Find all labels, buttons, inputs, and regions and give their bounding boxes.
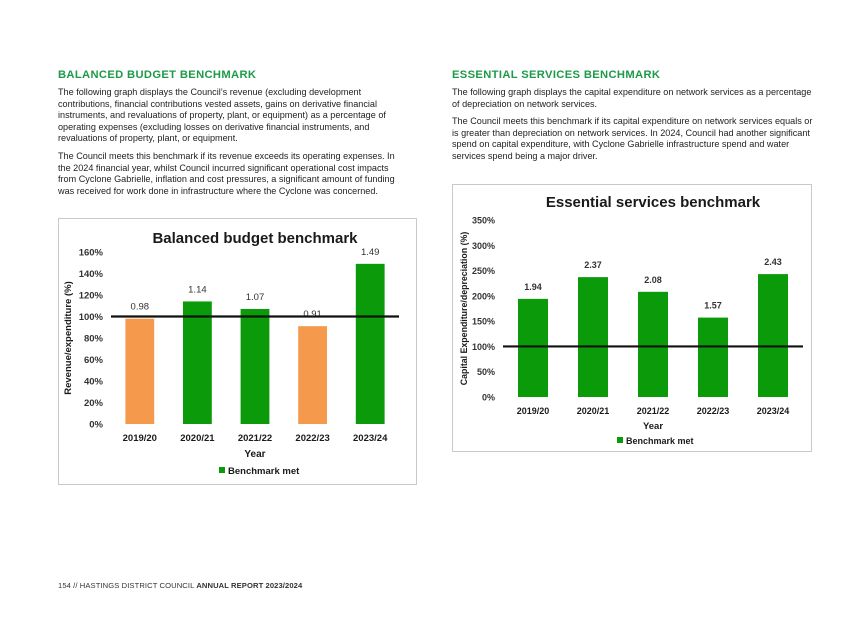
y-axis-label: Revenue/expenditure (%) xyxy=(63,281,74,395)
legend-swatch-benchmark-met xyxy=(219,467,225,473)
y-tick-label: 0% xyxy=(481,392,495,403)
x-tick-label: 2023/24 xyxy=(353,433,388,444)
y-tick-label: 120% xyxy=(78,290,103,302)
y-tick-label: 160% xyxy=(78,247,103,259)
x-tick-label: 2019/20 xyxy=(122,433,157,444)
essential-services-chart-svg xyxy=(453,185,811,451)
balanced-budget-section xyxy=(58,68,403,203)
y-tick-label: 40% xyxy=(83,376,103,388)
essential-services-section xyxy=(452,68,817,169)
bar-2021-22 xyxy=(638,292,668,397)
y-tick-label: 150% xyxy=(471,316,495,327)
x-tick-label: 2021/22 xyxy=(237,433,273,444)
data-label: 0.91 xyxy=(303,309,322,321)
bar-2019-20 xyxy=(518,299,548,397)
bar-2022-23 xyxy=(698,318,728,397)
essential-services-description: The following graph displays the capital expenditure on network services as a percentage of depreciation on network services. xyxy=(452,87,812,109)
x-tick-label: 2020/21 xyxy=(576,406,610,416)
data-label: 1.49 xyxy=(360,246,380,258)
bar-2020-21 xyxy=(183,301,212,424)
y-tick-label: 20% xyxy=(83,398,103,409)
balanced-budget-description: The following graph displays the Council’s revenue (excluding development contributions, financial contributions vested assets, gains on derivative financial instruments, and revaluations of property, plant, or equipment) as a percentage of operating expenses (excluding losses on derivative financial instruments, and revaluations of property, plant, or equipment. xyxy=(58,87,386,144)
x-tick-label: 2019/20 xyxy=(516,406,550,416)
y-tick-label: 0% xyxy=(89,419,103,431)
footer-report-title: ANNUAL REPORT 2023/2024 xyxy=(196,581,303,590)
bar-2021-22 xyxy=(241,309,270,424)
y-tick-label: 300% xyxy=(471,240,495,251)
y-tick-label: 200% xyxy=(471,291,495,302)
y-axis-label: Capital Expenditure/depreciation (%) xyxy=(459,231,469,386)
y-tick-label: 60% xyxy=(83,355,103,366)
essential-services-explanation: The Council meets this benchmark if its capital expenditure on network services equals or is greater than depreciation on network services. In 2024, Council had another significant spend on capital expenditure, with Cyclone Gabrielle infrastructure spend and water services spend being a major driver. xyxy=(452,116,813,161)
x-tick-label: 2020/21 xyxy=(180,433,215,444)
data-label: 1.94 xyxy=(524,281,542,292)
bar-2022-23 xyxy=(298,326,327,424)
x-axis-label: Year xyxy=(642,421,664,432)
data-label: 0.98 xyxy=(130,301,150,313)
data-label: 2.37 xyxy=(584,260,602,271)
y-tick-label: 250% xyxy=(471,266,495,277)
y-tick-label: 100% xyxy=(471,341,495,352)
footer-page-label: 154 // HASTINGS DISTRICT COUNCIL xyxy=(58,581,197,590)
data-label: 2.43 xyxy=(764,257,782,268)
balanced-budget-chart-svg xyxy=(59,219,416,484)
y-tick-label: 80% xyxy=(83,333,103,345)
data-label: 1.57 xyxy=(704,300,722,311)
x-tick-label: 2022/23 xyxy=(295,433,330,444)
chart-title: Balanced budget benchmark xyxy=(152,230,358,247)
y-tick-label: 140% xyxy=(78,269,103,280)
x-tick-label: 2022/23 xyxy=(696,406,730,416)
y-tick-label: 50% xyxy=(476,367,495,378)
legend-swatch-benchmark-met xyxy=(617,437,623,443)
y-tick-label: 350% xyxy=(471,215,495,226)
chart-title: Essential services benchmark xyxy=(545,194,761,211)
legend-label-benchmark-met: Benchmark met xyxy=(228,466,300,477)
essential-services-heading: ESSENTIAL SERVICES BENCHMARK xyxy=(452,69,661,81)
bar-2019-20 xyxy=(125,319,154,424)
legend-label-benchmark-met: Benchmark met xyxy=(626,436,694,446)
balanced-budget-explanation: The Council meets this benchmark if its revenue exceeds its operating expenses. In the 2024 financial year, whilst Council incurred significant operational cost impacts from Cyclone Gabrielle, inflation and cost pressures, a significant amount of funding was received for work done in infrastructure where the Cyclone was concerned. xyxy=(58,150,395,196)
essential-services-chart xyxy=(452,184,812,452)
data-label: 2.08 xyxy=(644,274,662,285)
balanced-budget-heading: BALANCED BUDGET BENCHMARK xyxy=(58,69,257,81)
x-tick-label: 2021/22 xyxy=(636,406,670,416)
balanced-budget-chart xyxy=(58,218,417,485)
bar-2023-24 xyxy=(758,274,788,397)
y-tick-label: 100% xyxy=(78,312,103,323)
x-tick-label: 2023/24 xyxy=(756,406,790,416)
data-label: 1.07 xyxy=(245,291,265,303)
x-axis-label: Year xyxy=(244,449,266,460)
bar-2023-24 xyxy=(356,264,385,424)
page-footer xyxy=(58,581,302,590)
bar-2020-21 xyxy=(578,277,608,397)
data-label: 1.14 xyxy=(188,284,207,296)
